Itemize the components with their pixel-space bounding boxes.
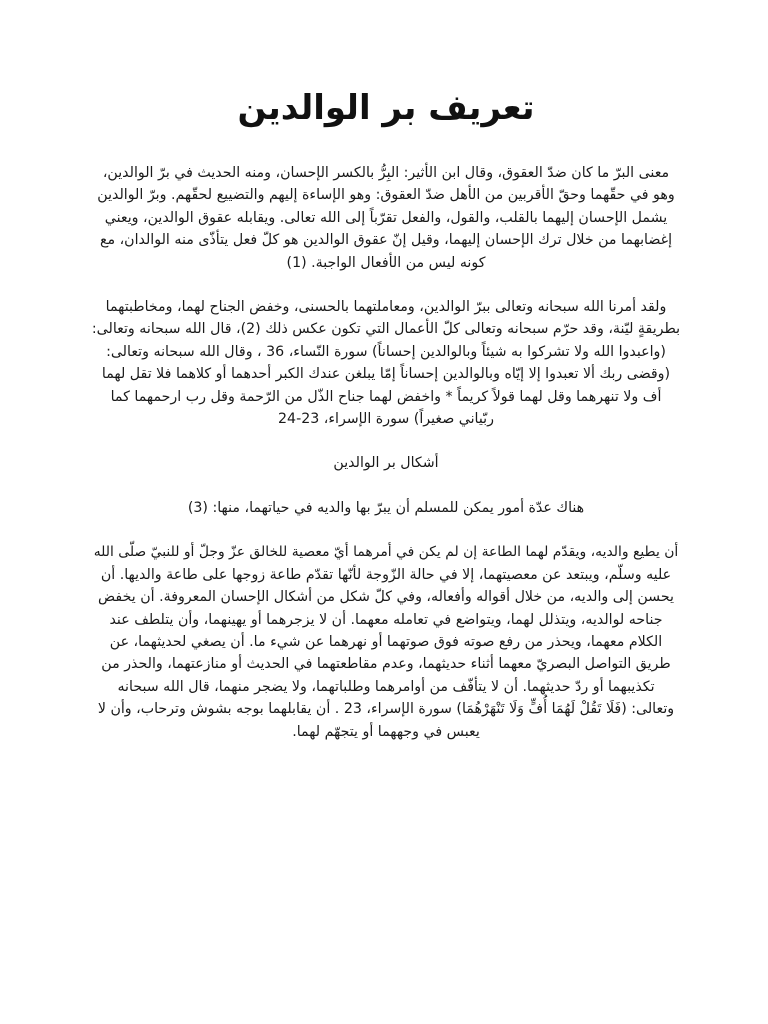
section-intro [88, 497, 684, 519]
text-line: أن يطيع والديه، ويقدّم لهما الطاعة إن لم يكن في أمرهما أيّ معصية للخالق عزّ وجلّ أو للنبيّ صلّى الله [93, 544, 679, 561]
text-line: تكذيبهما أو ردّ حديثهما. أن لا يتأفّف من أوامرهما وطلباتهما، ولا يضجر منهما، قال الله سبحانه [117, 678, 655, 695]
section-heading [88, 452, 684, 474]
text-line: طريق التواصل البصريّ معهما أثناء حديثهما، وعدم مقاطعتهما في الحديث أو منازعتهما، والحذر من [101, 656, 671, 673]
text-line: وهو في حقّهما وحقّ الأقربين من الأهل ضدّ العقوق: وهو الإساءة إليهم والتضييع لحقّهم. وبرّ الوالدين [97, 187, 675, 204]
text-line: (وقضى ربك ألا تعبدوا إلا إيّاه وبالوالدين إحساناً إمّا يبلغن عندك الكبر أحدهما أو كلاهما فلا تقل لهما [101, 366, 671, 383]
intro-paragraph [88, 162, 684, 274]
text-line: الكلام معهما، ويحذر من رفع صوته فوق صوتهما أو نهرهما عن شيء ما. أن يصغي لحديثهما، عن [109, 633, 663, 650]
text-line: أف ولا تنهرهما وقل لهما قولاً كريماً * واخفض لهما جناح الذّل من الرّحمة وقل رب ارحمهما كما [110, 388, 662, 405]
text-line: وتعالى: (فَلَا تَقُلْ لَهُمَا أُفٍّ وَلَا تَنْهَرْهُمَا) سورة الإسراء، 23 . أن يقابلهما بوجه بشوش وترحاب، وأن لا [97, 701, 675, 718]
text-line: إغضابهما من خلال ترك الإحسان إليهما، وقيل إنّ عقوق الوالدين هو كلّ فعل يتأذّى منه الوالدان، مع [99, 232, 673, 249]
text-line: يعبس في وجههما أو يتجهّم لهما. [292, 723, 480, 740]
text-line: كونه ليس من الأفعال الواجبة. (1) [286, 254, 486, 271]
page-title: تعريف بر الوالدين [237, 88, 535, 128]
text-line: يحسن إلى والديه، من خلال أقواله وأفعاله، وفي كلّ شكل من أشكال الإحسان المعروفة. أن يخفض [98, 589, 674, 606]
quran-paragraph [88, 296, 684, 430]
text-line: ولقد أمرنا الله سبحانه وتعالى ببرّ الوالدين، ومعاملتهما بالحسنى، وخفض الجناح لهما، ومخاطبتهما [105, 299, 667, 316]
text-line: معنى البرّ ما كان ضدّ العقوق، وقال ابن الأثير: البِرُّ بالكسر الإحسان، ومنه الحديث في برّ الوالدين، [102, 165, 670, 181]
text-line: ربّياني صغيراً) سورة الإسراء، 23-24 [278, 411, 494, 428]
text-line: عليه وسلّم، ويبتعد عن معصيتهما، إلا في حالة الزّوجة لأنّها تقدّم طاعة زوجها على طاعة والديها. أن [100, 566, 672, 583]
section-heading-text: أشكال بر الوالدين [333, 455, 439, 472]
section-intro-text: هناك عدّة أمور يمكن للمسلم أن يبرّ بها والديه في حياتهما، منها: (3) [187, 499, 585, 516]
text-line: يشمل الإحسان إليهما بالقلب، والقول، والفعل تقرّباً إلى الله تعالى. ويقابله عقوق الوالدين، ويعني [104, 209, 668, 226]
forms-paragraph [88, 541, 684, 743]
document-page [88, 78, 684, 743]
text-line: جناحه لوالديه، ويتذلل لهما، ويتواضع في تعامله معهما. أن لا يزجرهما أو يهينهما، وأن يتلطف عند [109, 611, 663, 628]
text-line: (واعبدوا الله ولا تشركوا به شيئاً وبالوالدين إحساناً) سورة النّساء، 36 ، وقال الله سبحانه وتعالى: [106, 343, 666, 360]
text-line: بطريقةٍ ليّنة، وقد حرّم سبحانه وتعالى كلّ الأعمال التي تكون عكس ذلك (2)، قال الله سبحانه وتعالى: [91, 321, 681, 338]
